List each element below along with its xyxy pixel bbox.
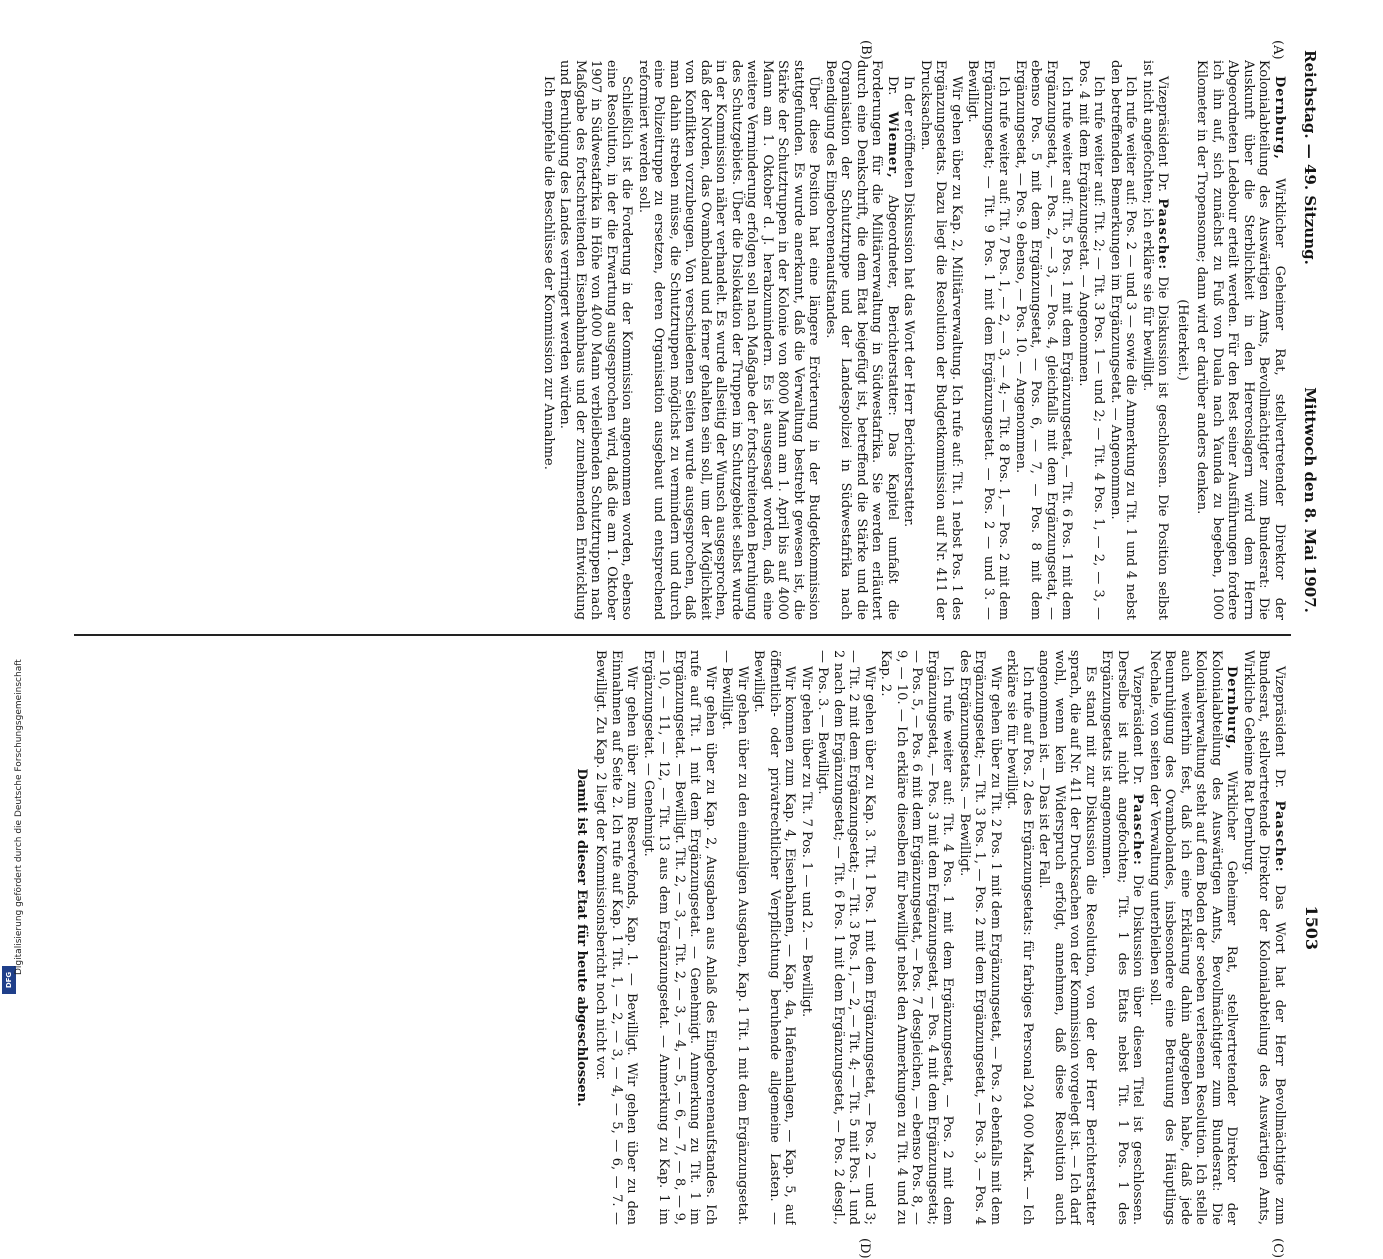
paragraph: Wir gehen über zu Tit. 7 Pos. 1 — und 2. — Bewilligt. bbox=[799, 666, 814, 1018]
paragraph: Ich rufe auf Pos. 2 des Ergänzungsetats: für farbiges Personal 204 000 Mark. — Ich erkläre sie für bewilligt. bbox=[1004, 650, 1035, 1225]
paragraph: Wir kommen zum Kap. 4, Eisenbahnen, — Kap. 4a, Hafenanlagen, — Kap. 5, auf öffentlich- oder privatrechtlicher Verpflichtung beruhende allgemeine Lasten. — Bewilligt. bbox=[751, 650, 798, 1225]
speaker-name: Wiemer, bbox=[885, 111, 900, 179]
paragraph: Ich rufe weiter auf: Tit. 7 Pos. 1, — 2, — 3, — 4; — Tit. 8 Pos. 1, — Pos. 2 mit dem Ergänzungsetat; — Tit. 9 Pos. 1 mit dem Ergänzungsetat. — Pos. 2 — und 3. — Bewilligt. bbox=[965, 60, 1012, 620]
digitization-credit-text: Digitalisierung gefördert durch die Deutsche Forschungsgemeinschaft bbox=[14, 659, 24, 975]
paragraph: Wir gehen über zu Kap. 3. Tit. 1 Pos. 1 mit dem Ergänzungsetat, — Pos. 2 — und 3; — Tit. 2 mit dem Ergänzungsetat; — Tit. 3 Pos. 1, — 2, — Tit. 4; — Tit. 5 mit Pos. 1 und 2 nach dem Ergänzungsetat; — Tit. 6 Pos. 1 mit dem Ergänzungsetat, — Pos. 2 desgl., — Pos. 3. — Bewilligt. bbox=[815, 650, 877, 1225]
paragraph: In der eröffneten Diskussion hat das Wort der Herr Berichterstatter. bbox=[901, 76, 917, 528]
paragraph: Ich empfehle die Beschlüsse der Kommission zur Annahme. bbox=[541, 76, 556, 470]
speaker-title: Vizepräsident Dr. bbox=[1272, 666, 1287, 801]
paragraph bbox=[1140, 60, 1171, 620]
speaker-title: Vizepräsident Dr. bbox=[1130, 666, 1146, 794]
left-column bbox=[84, 60, 1287, 620]
paragraph: Schließlich ist die Forderung in der Kommission angenommen worden, ebenso eine Resolution, in der die Erwartung ausgesprochen wird, daß die am 1. Oktober 1907 in Südwestafrika in Höhe von 4000 Mann verbleibenden Schutztruppen nach Maßgabe des fortschreitenden Eisenbahnbaus und der zunehmenden Entwicklung und Beruhigung des Landes verringert werden würden. bbox=[557, 60, 635, 620]
page-header bbox=[1297, 50, 1319, 950]
closing-statement: Damit ist dieser Etat für heute abgeschlossen. bbox=[574, 768, 589, 1107]
paragraph: Ich rufe weiter auf: Tit. 5 Pos. 1 mit dem Ergänzungsetat, — Tit. 6 Pos. 1 mit dem Ergänzungsetat, — Pos. 2, — 3, — Pos. 4, gleichfalls mit dem Ergänzungsetat, — ebenso Pos. 5 mit dem Ergänzungsetat, — Pos. 6, — 7, — Pos. 8 mit dem Ergänzungsetat, — Pos. 9 ebenso, — Pos. 10. — Angenommen. bbox=[1013, 60, 1075, 620]
header-date: Mittwoch den 8. Mai 1907. bbox=[1301, 387, 1319, 613]
speaker-name: Dernburg, bbox=[1224, 666, 1240, 750]
right-column bbox=[84, 650, 1287, 1225]
speaker-title: Vizepräsident Dr. bbox=[1155, 76, 1171, 199]
paragraph-reaction: (Heiterkeit.) bbox=[1175, 299, 1190, 381]
speaker-name: Paasche: bbox=[1130, 793, 1146, 866]
margin-mark-b: (B) bbox=[858, 40, 873, 60]
paragraph: Ich rufe weiter auf: Pos. 2 — und 3 — sowie die Anmerkung zu Tit. 1 und 4 nebst den betreffenden Bemerkungen im Ergänzungsetat. — Angenommen. bbox=[1108, 60, 1139, 620]
page-number: 1503 bbox=[1302, 905, 1321, 950]
paragraph bbox=[823, 60, 901, 620]
paragraph bbox=[1241, 650, 1288, 1225]
paragraph-text: Wirklicher Geheimer Rat, stellvertretender Direktor der Kolonialabteilung des Auswärtigen Amts, Bevollmächtigter zum Bundesrat: Die Auskunft über die Sterblichkeit in den Hereroslagern wird dem Herrn Abgeordneten Ledebour erteilt werden. Für den Rest seiner Ausführungen fordere ich ihn auf, sich zunächst zu Fuß von Duala nach Yaunda zu begeben, 1000 Kilometer in der Tropensonne; dann wird er darüber anders denken. bbox=[1194, 60, 1287, 620]
speaker-name: Paasche: bbox=[1155, 198, 1171, 271]
paragraph bbox=[1147, 650, 1240, 1225]
paragraph: Ich rufe weiter auf: Tit. 2; — Tit. 3 Pos. 1 — und 2; — Tit. 4 Pos. 1, — 2, — 3, — Pos. 4 mit dem Ergänzungsetat. — Angenommen. bbox=[1076, 60, 1107, 620]
paragraph-text: Die Diskussion ist geschlossen. Die Position selbst ist nicht angefochten; ich erkläre sie für bewilligt. bbox=[1140, 60, 1171, 620]
paragraph: Ich rufe weiter auf: Tit. 4 Pos. 1 mit dem Ergänzungsetat, — Pos. 2 mit dem Ergänzungsetat, — Pos. 3 mit dem Ergänzungsetat, — Pos. 4 mit dem Ergänzungsetat; — Pos. 5, — Pos. 6 mit dem Ergänzungsetat, — Pos. 7 desgleichen, — ebenso Pos. 8, — 9, — 10. — Ich erkläre dieselben für bewilligt nebst den Anmerkungen zu Tit. 4 und zu Kap. 2. bbox=[878, 650, 956, 1225]
speaker-title: Dr. bbox=[885, 76, 900, 112]
paragraph: Wir gehen über zu Kap. 2, Militärverwaltung. Ich rufe auf: Tit. 1 nebst Pos. 1 des Ergänzungsetats. Dazu liegt die Resolution der Budgetkommission auf Nr. 411 der Drucksachen. bbox=[918, 60, 964, 620]
margin-mark-c: (C) bbox=[1270, 1238, 1285, 1259]
speaker-name: Paasche: bbox=[1272, 800, 1287, 873]
digitization-credit-strip bbox=[0, 0, 22, 1000]
paragraph bbox=[1194, 60, 1287, 620]
dfg-logo-text: DFG bbox=[5, 971, 13, 989]
paragraph: Über diese Position hat eine längere Erörterung in der Budgetkommission stattgefunden. Es wurde anerkannt, daß die Verwaltung bestrebt gewesen ist, die Stärke der Schutztruppen in der Kolonie von 8000 Mann am 1. April bis auf 4000 Mann am 1. Oktober d. J. herabzumindern. Es ist ausgesagt worden, daß eine weitere Verminderung erfolgen soll nach Maßgabe der fortschreitenden Beruhigung des Schutzgebiets. Über die Dislokation der Truppen im Schutzgebiet selbst wurde in der Kommission näher verhandelt. Es wurde allseitig der Wunsch ausgesprochen, daß der Norden, das Ovamboland und ferner gehalten sein soll, um der Möglichkeit von Konflikten vorzubeugen. Von verschiedenen Seiten wurde ausgesprochen, daß man dahin streben müsse, die Schutztruppen möglichst zu vermindern und durch eine Polizeitruppe zu ersetzen, deren Organisation ausgebaut und entsprechend reformiert werden soll. bbox=[636, 60, 822, 620]
paragraph bbox=[1099, 650, 1146, 1225]
column-divider bbox=[74, 634, 1291, 636]
margin-mark-d: (D) bbox=[857, 1238, 872, 1259]
paragraph: Wir gehen über zu Tit. 2 Pos. 1 mit dem Ergänzungsetat, — Pos. 2 ebenfalls mit dem Ergänzungsetat; — Tit. 3 Pos. 1, — Pos. 2 mit dem Ergänzungsetat, — Pos. 3, — Pos. 4 des Ergänzungsetats. — Bewilligt. bbox=[957, 650, 1003, 1225]
paragraph: Wir gehen über zum Reservefonds, Kap. 1. — Bewilligt. Wir gehen über zu den Einnahmen auf Seite 2. Ich rufe auf Kap. 1 Tit. 1, — 2, — 3, — 4, — 5, — 6, — 7. — Bewilligt. Zu Kap. 2 liegt der Kommissionsbericht noch nicht vor. bbox=[593, 650, 640, 1225]
margin-mark-a: (A) bbox=[1270, 40, 1285, 60]
paragraph-text: Wirklicher Geheimer Rat, stellvertretender Direktor der Kolonialabteilung des Auswärtigen Amts, Bevollmächtigter zum Bundesrat: Die Kolonialverwaltung steht auf dem Boden der soeben verlesenen Resolution. Ich stelle auch weiterhin fest, daß ich eine Erklärung dahin abgegeben habe, daß jede Beunruhigung des Ovambolandes, insbesondere eine Betrauung des Häuptlings Nechale, von seiten der Verwaltung unterbleiben soll. bbox=[1147, 650, 1240, 1225]
paragraph-text: Die Diskussion über diesen Titel ist geschlossen. Derselbe ist nicht angefochten; Tit. 1 des Etats nebst Tit. 1 Pos. 1 des Ergänzungsetats ist angenommen. bbox=[1099, 650, 1146, 1225]
paragraph-text: Das Wort hat der Herr Bevollmächtigte zum Bundesrat, stellvertretende Direktor der Kolonialabteilung des Auswärtigen Amts, Wirkliche Geheime Rat Dernburg. bbox=[1241, 650, 1287, 1225]
paragraph: Wir gehen über zu den einmaligen Ausgaben, Kap. 1 Tit. 1 mit dem Ergänzungsetat. — Bewilligt. bbox=[719, 650, 750, 1225]
header-session-title: Reichstag. — 49. Sitzung. bbox=[1301, 50, 1319, 265]
paragraph-text: Abgeordneter, Berichterstatter: Das Kapitel umfaßt die Forderungen für die Militärverwaltung in Südwestafrika. Sie werden erläutert durch eine Denkschrift, die dem Etat beigefügt ist, betreffend die Stärke und die Organisation der Schutztruppe und der Landespolizei in Südwestafrika nach Beendigung des Eingeborenenaufstandes. bbox=[823, 60, 900, 620]
scanned-page bbox=[74, 40, 1321, 1259]
speaker-name: Dernburg, bbox=[1272, 76, 1287, 160]
paragraph: Es stand mit zur Diskussion die Resolution, von der der Herr Berichterstatter sprach, die auf Nr. 411 der Drucksachen von der Kommission vorgelegt ist. — Ich darf wohl, wenn kein Widerspruch erfolgt, annehmen, daß diese Resolution auch angenommen ist. — Das ist der Fall. bbox=[1036, 650, 1098, 1225]
paragraph: Wir gehen über zu Kap. 2, Ausgaben aus Anlaß des Eingeborenenaufstandes. Ich rufe auf Tit. 1 mit dem Ergänzungsetat. — Genehmigt. Anmerkung zu Tit. 1 im Ergänzungsetat. — Bewilligt. Tit. 2, — 3, — Tit. 2, — 3, — 4, — 5, — 6, — 7, — 8, — 9, — 10, — 11, — 12, — Tit. 13 aus dem Ergänzungsetat. — Anmerkung zu Kap. 1 im Ergänzungsetat. — Genehmigt. bbox=[641, 650, 718, 1225]
